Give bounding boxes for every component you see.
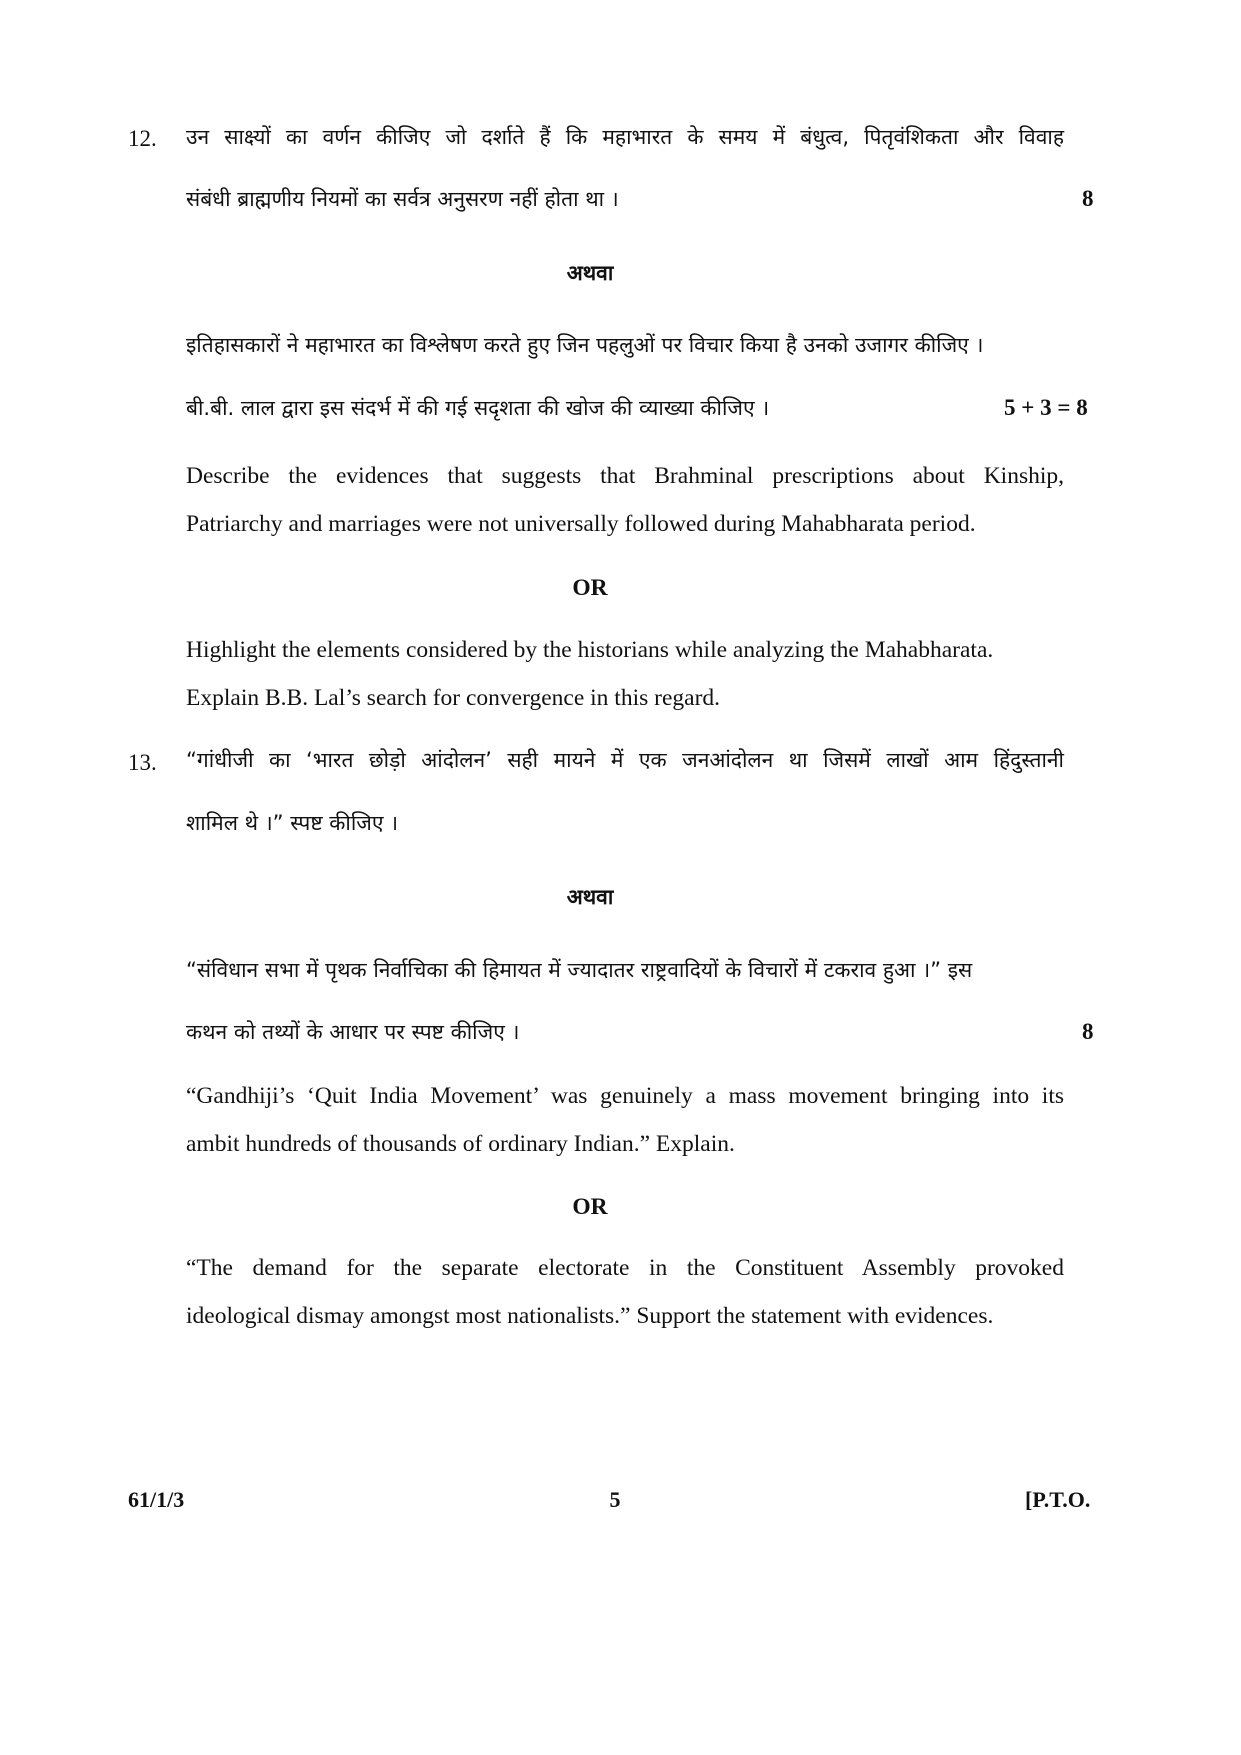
q13-hindi-line-1: “गांधीजी का ‘भारत छोड़ो आंदोलन’ सही मायने में एक जनआंदोलन था जिसमें लाखों आम हिंदुस्तानी bbox=[186, 748, 1064, 772]
q12-hindi-line-1: उन साक्ष्यों का वर्णन कीजिए जो दर्शाते हैं कि महाभारत के समय में बंधुत्व, पितृवंशिकता और विवाह bbox=[186, 125, 1064, 149]
q12-hindi-alt-line-1: इतिहासकारों ने महाभारत का विश्लेषण करते हुए जिन पहलुओं पर विचार किया है उनको उजागर कीजिए । bbox=[186, 333, 984, 357]
q13-hindi-line-2: शामिल थे ।” स्पष्ट कीजिए । bbox=[186, 811, 399, 835]
q12-english-line-1: Describe the evidences that suggests that Brahminal prescriptions about Kinship, bbox=[186, 463, 1064, 489]
q12-hindi-or: अथवा bbox=[566, 261, 614, 285]
q12-alt-marks: 5 + 3 = 8 bbox=[1004, 395, 1088, 420]
q12-english-or: OR bbox=[572, 575, 608, 601]
q13-marks: 8 bbox=[1082, 1019, 1094, 1044]
q13-english-line-1: “Gandhiji’s ‘Quit India Movement’ was genuinely a mass movement bringing into its bbox=[186, 1083, 1064, 1109]
q13-english-or: OR bbox=[572, 1194, 608, 1220]
q12-english-alt-line-2: Explain B.B. Lal’s search for convergence in this regard. bbox=[186, 685, 721, 711]
q12-hindi-line-2: संबंधी ब्राह्मणीय नियमों का सर्वत्र अनुसरण नहीं होता था । bbox=[186, 187, 619, 211]
paper-code: 61/1/3 bbox=[128, 1487, 185, 1512]
q12-hindi-alt-line-2: बी.बी. लाल द्वारा इस संदर्भ में की गई सदृशता की खोज की व्याख्या कीजिए । bbox=[186, 396, 770, 420]
q13-english-alt-line-1: “The demand for the separate electorate in the Constituent Assembly provoked bbox=[186, 1255, 1064, 1281]
please-turn-over: [P.T.O. bbox=[1025, 1487, 1091, 1512]
q12-english-line-2: Patriarchy and marriages were not universally followed during Mahabharata period. bbox=[186, 511, 976, 537]
q13-english-alt-line-2: ideological dismay amongst most nationalists.” Support the statement with evidences. bbox=[186, 1303, 994, 1329]
q12-english-alt-line-1: Highlight the elements considered by the historians while analyzing the Mahabharata. bbox=[186, 637, 994, 663]
question-number: 12. bbox=[128, 126, 157, 151]
page-number: 5 bbox=[609, 1487, 621, 1512]
question-number: 13. bbox=[128, 750, 157, 775]
q12-marks: 8 bbox=[1082, 186, 1094, 211]
q13-hindi-alt-line-2: कथन को तथ्यों के आधार पर स्पष्ट कीजिए । bbox=[186, 1020, 520, 1044]
q13-hindi-alt-line-1: “संविधान सभा में पृथक निर्वाचिका की हिमायत में ज्यादातर राष्ट्रवादियों के विचारों में टकराव हुआ ।” इस bbox=[186, 958, 973, 982]
q13-english-line-2: ambit hundreds of thousands of ordinary Indian.” Explain. bbox=[186, 1131, 735, 1157]
q13-hindi-or: अथवा bbox=[566, 885, 614, 909]
